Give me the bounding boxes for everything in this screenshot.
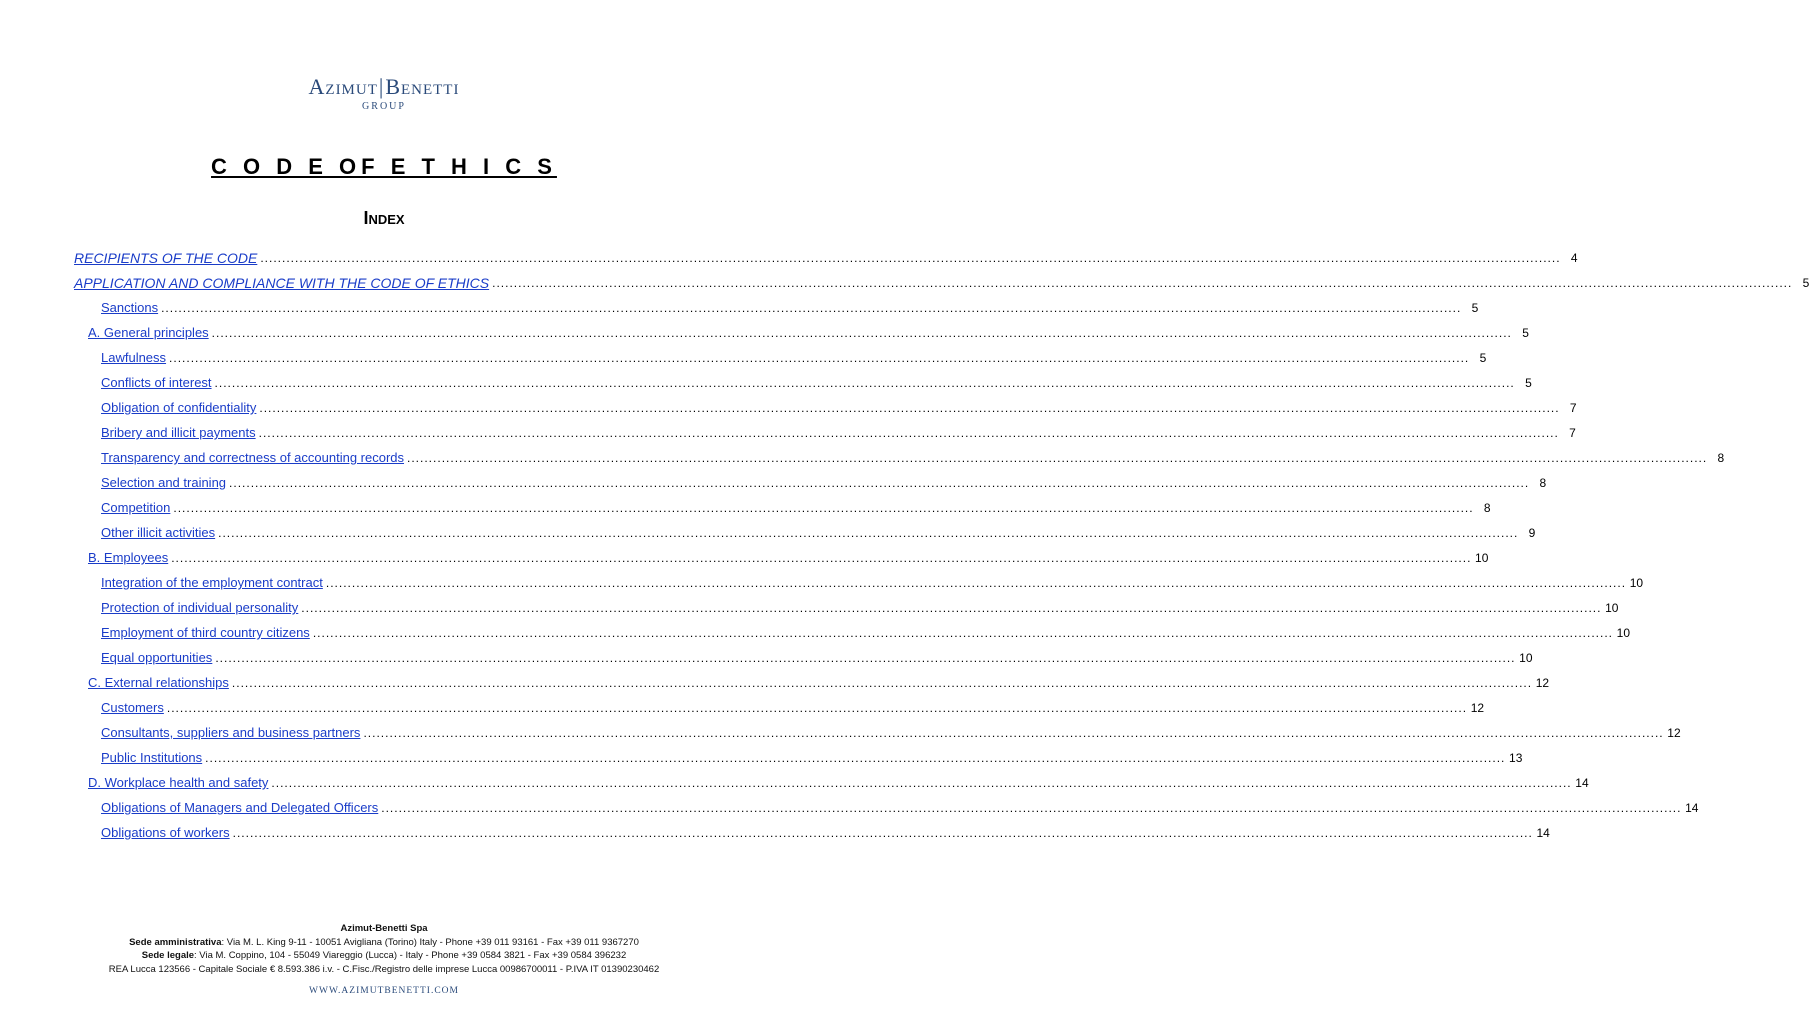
toc-leader-dots: ............................................................................................................................................................................................................................................................................................................ <box>312 625 1614 640</box>
footer-legal-address <box>0 949 768 963</box>
toc-row <box>0 745 1523 770</box>
toc-leader-dots: ............................................................................................................................................................................................................................................................................................................ <box>214 375 1515 390</box>
toc-row <box>0 645 1533 670</box>
toc-page-number: 13 <box>1509 750 1523 765</box>
footer-registration: REA Lucca 123566 - Capitale Sociale € 8.593.386 i.v. - C.Fisc./Registro delle imprese Lucca 00986700011 - P.IVA IT 01390230462 <box>108 963 660 975</box>
toc-entry-link[interactable]: C. External relationships <box>88 675 229 690</box>
toc-row <box>0 420 1576 445</box>
logo-group-text: GROUP <box>362 101 406 112</box>
toc-entry-link[interactable]: Equal opportunities <box>101 650 213 665</box>
toc-entry <box>101 400 1577 415</box>
toc-page-number: 10 <box>1629 575 1644 590</box>
toc-entry <box>88 325 1529 340</box>
toc-entry-link[interactable]: Public Institutions <box>101 750 203 765</box>
toc-entry-link[interactable]: Conflicts of interest <box>101 375 212 390</box>
toc-page-number: 10 <box>1616 625 1631 640</box>
toc-entry <box>101 600 1619 615</box>
page-footer <box>0 922 768 999</box>
toc-entry <box>74 274 1809 291</box>
toc-row <box>0 495 1491 520</box>
toc-page-number: 7 <box>1569 425 1576 440</box>
toc-leader-dots: ............................................................................................................................................................................................................................................................................................................ <box>166 700 1468 715</box>
toc-page-number: 14 <box>1685 800 1699 815</box>
toc-entry-link[interactable]: Obligations of workers <box>101 825 230 840</box>
footer-website-link[interactable]: WWW.AZIMUTBENETTI.COM <box>309 986 459 996</box>
toc-entry <box>101 475 1547 490</box>
toc-page-number: 5 <box>1471 300 1479 315</box>
toc-row <box>0 470 1547 495</box>
toc-entry <box>88 550 1489 565</box>
toc-entry <box>101 750 1523 765</box>
toc-leader-dots: ............................................................................................................................................................................................................................................................................................................ <box>171 550 1472 565</box>
toc-entry-link[interactable]: Consultants, suppliers and business partners <box>101 725 361 740</box>
toc-leader-dots: ............................................................................................................................................................................................................................................................................................................ <box>381 800 1682 815</box>
toc-leader-dots: ............................................................................................................................................................................................................................................................................................................ <box>231 675 1533 690</box>
toc-entry-link[interactable]: Obligations of Managers and Delegated Officers <box>101 800 379 815</box>
toc-entry <box>101 650 1533 665</box>
toc-row <box>0 570 1644 595</box>
toc-leader-dots: ............................................................................................................................................................................................................................................................................................................ <box>161 300 1462 315</box>
toc-entry <box>101 700 1485 715</box>
toc-leader-dots: ............................................................................................................................................................................................................................................................................................................ <box>407 450 1708 465</box>
logo-left-word: Azimut <box>308 74 378 99</box>
toc-row <box>0 595 1619 620</box>
toc-leader-dots: ............................................................................................................................................................................................................................................................................................................ <box>259 400 1560 415</box>
logo-right-word: Benetti <box>385 74 460 99</box>
toc-page-number: 4 <box>1570 250 1578 265</box>
toc-row <box>0 770 1589 795</box>
toc-leader-dots: ............................................................................................................................................................................................................................................................................................................ <box>215 650 1516 665</box>
toc-entry <box>101 450 1725 465</box>
toc-entry-link[interactable]: Transparency and correctness of accounting records <box>101 450 405 465</box>
footer-legal-label: Sede legale <box>141 950 195 961</box>
toc-entry <box>101 725 1681 740</box>
toc-entry-link[interactable]: A. General principles <box>88 325 209 340</box>
toc-leader-dots: ............................................................................................................................................................................................................................................................................................................ <box>218 525 1519 540</box>
toc-page-number: 5 <box>1522 325 1529 340</box>
toc-row <box>0 395 1577 420</box>
toc-entry <box>101 375 1532 390</box>
toc-page-number: 10 <box>1475 550 1489 565</box>
toc-entry-link[interactable]: Integration of the employment contract <box>101 575 323 590</box>
toc-entry-link[interactable]: Employment of third country citizens <box>101 625 310 640</box>
toc-page-number: 10 <box>1519 650 1533 665</box>
toc-entry <box>88 775 1589 790</box>
toc-entry-link[interactable]: B. Employees <box>88 550 169 565</box>
toc-page-number: 10 <box>1605 600 1619 615</box>
document-title: C O D E OF E T H I C S <box>211 154 557 179</box>
toc-row <box>0 320 1529 345</box>
toc-page-number: 12 <box>1535 675 1550 690</box>
toc-leader-dots: ............................................................................................................................................................................................................................................................................................................ <box>363 725 1664 740</box>
toc-entry-link[interactable]: Selection and training <box>101 475 227 490</box>
toc-row <box>0 695 1485 720</box>
toc-entry-link[interactable]: Sanctions <box>101 300 159 315</box>
toc-entry-link[interactable]: Lawfulness <box>101 350 167 365</box>
toc-page-number: 9 <box>1528 525 1536 540</box>
footer-admin-address <box>0 936 768 950</box>
toc-page-number: 7 <box>1569 400 1577 415</box>
toc-entry <box>101 625 1631 640</box>
toc-page-number: 12 <box>1667 725 1681 740</box>
toc-row <box>0 795 1699 820</box>
toc-row <box>0 345 1487 370</box>
toc-entry <box>101 350 1487 365</box>
toc-entry-link[interactable]: APPLICATION AND COMPLIANCE WITH THE CODE OF ETHICS <box>74 274 490 291</box>
toc-entry-link[interactable]: D. Workplace health and safety <box>88 775 269 790</box>
index-heading: Index <box>363 208 405 228</box>
logo-wordmark <box>0 74 768 100</box>
toc-page-number: 14 <box>1575 775 1589 790</box>
toc-leader-dots: ............................................................................................................................................................................................................................................................................................................ <box>232 825 1533 840</box>
toc-page-number: 14 <box>1536 825 1550 840</box>
toc-entry <box>101 800 1699 815</box>
toc-row <box>0 270 1809 295</box>
toc-row <box>0 620 1631 645</box>
toc-row <box>0 520 1536 545</box>
company-logo <box>0 74 768 112</box>
toc-leader-dots: ............................................................................................................................................................................................................................................................................................................ <box>260 250 1561 265</box>
toc-row <box>0 295 1479 320</box>
toc-entry <box>101 300 1479 315</box>
toc-leader-dots: ............................................................................................................................................................................................................................................................................................................ <box>205 750 1506 765</box>
toc-leader-dots: ............................................................................................................................................................................................................................................................................................................ <box>169 350 1470 365</box>
toc-page-number: 8 <box>1483 500 1491 515</box>
toc-entry <box>101 500 1491 515</box>
toc-entry <box>101 575 1644 590</box>
footer-company-name: Azimut-Benetti Spa <box>340 923 428 934</box>
toc-entry-link[interactable]: Obligation of confidentiality <box>101 400 257 415</box>
toc-row <box>0 670 1550 695</box>
toc-row <box>0 545 1489 570</box>
toc-row <box>0 245 1578 270</box>
toc-page-number: 12 <box>1470 700 1485 715</box>
footer-legal-text: : Via M. Coppino, 104 - 55049 Viareggio (Lucca) - Italy - Phone +39 0584 3821 - Fax +39 0584 396232 <box>194 950 627 961</box>
toc-entry-link[interactable]: Competition <box>101 500 171 515</box>
toc-row <box>0 720 1681 745</box>
footer-admin-label: Sede amministrativa <box>129 936 222 948</box>
toc-leader-dots: ............................................................................................................................................................................................................................................................................................................ <box>173 500 1474 515</box>
toc-page-number: 5 <box>1525 375 1532 390</box>
toc-row <box>0 445 1725 470</box>
toc-leader-dots: ............................................................................................................................................................................................................................................................................................................ <box>211 325 1512 340</box>
toc-entry <box>88 675 1550 690</box>
toc-entry <box>74 249 1578 266</box>
table-of-contents <box>0 245 1809 845</box>
toc-page-number: 8 <box>1539 475 1547 490</box>
toc-page-number: 8 <box>1717 450 1725 465</box>
toc-entry-link[interactable]: Protection of individual personality <box>101 600 299 615</box>
toc-leader-dots: ............................................................................................................................................................................................................................................................................................................ <box>229 475 1530 490</box>
toc-row <box>0 370 1532 395</box>
toc-page-number: 5 <box>1479 350 1487 365</box>
toc-entry <box>101 525 1536 540</box>
toc-entry <box>101 425 1576 440</box>
toc-leader-dots: ............................................................................................................................................................................................................................................................................................................ <box>271 775 1572 790</box>
toc-entry-link[interactable]: Other illicit activities <box>101 525 216 540</box>
toc-leader-dots: ............................................................................................................................................................................................................................................................................................................ <box>301 600 1602 615</box>
toc-entry-link[interactable]: Customers <box>101 700 164 715</box>
toc-leader-dots: ............................................................................................................................................................................................................................................................................................................ <box>492 275 1793 290</box>
toc-row <box>0 820 1550 845</box>
toc-leader-dots: ............................................................................................................................................................................................................................................................................................................ <box>325 575 1627 590</box>
footer-admin-text: : Via M. L. King 9-11 - 10051 Avigliana (Torino) Italy - Phone +39 011 93161 - Fax +39 011 9367270 <box>221 936 639 948</box>
toc-leader-dots: ............................................................................................................................................................................................................................................................................................................ <box>258 425 1559 440</box>
logo-separator: | <box>378 74 385 99</box>
toc-page-number: 5 <box>1802 275 1809 290</box>
toc-entry-link[interactable]: RECIPIENTS OF THE CODE <box>74 249 258 266</box>
toc-entry <box>101 825 1550 840</box>
toc-entry-link[interactable]: Bribery and illicit payments <box>101 425 256 440</box>
